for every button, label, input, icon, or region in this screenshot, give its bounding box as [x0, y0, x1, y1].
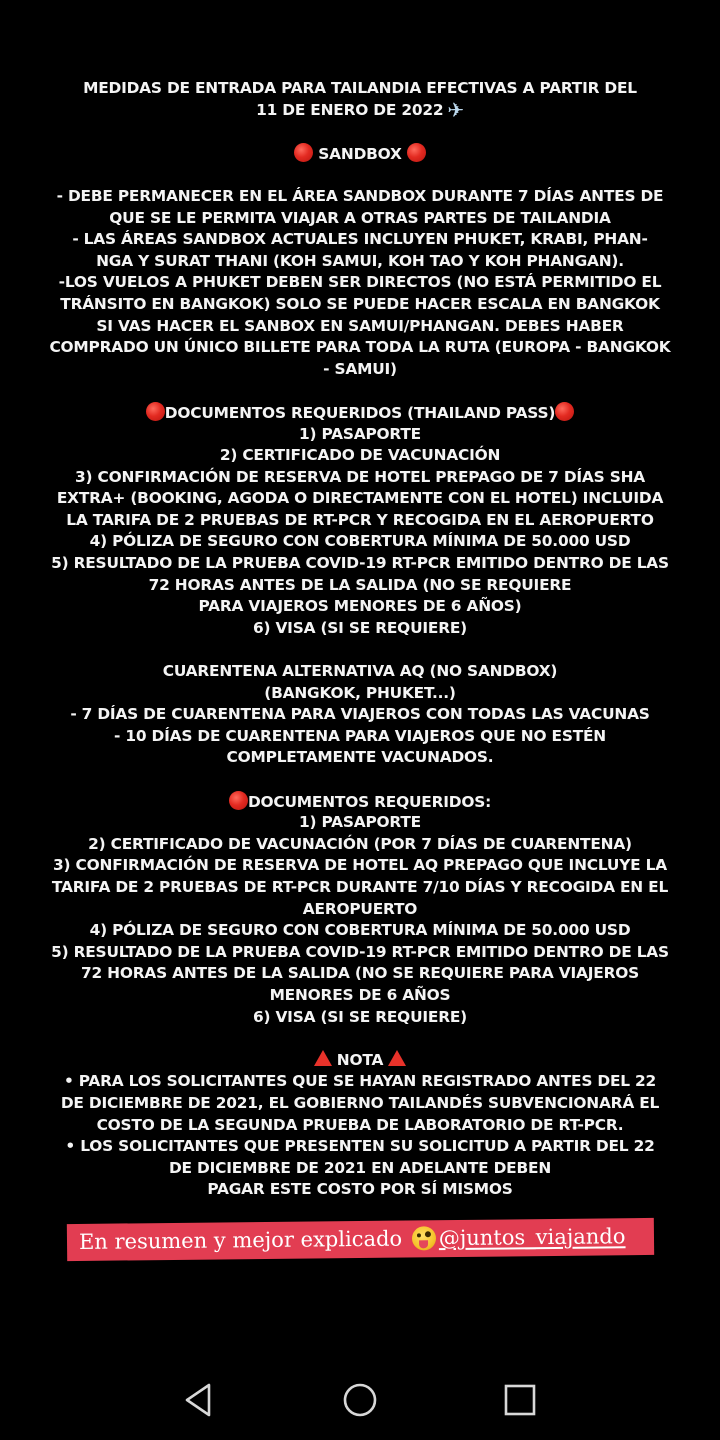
- sandbox-line: QUE SE LE PERMITA VIAJAR A OTRAS PARTES DE TAILANDIA: [109, 208, 611, 227]
- caption-text: En resumen y mejor explicado: [78, 1226, 403, 1254]
- docs1-line: 72 HORAS ANTES DE LA SALIDA (NO SE REQUIERE: [148, 575, 572, 594]
- nota-line: PAGAR ESTE COSTO POR SÍ MISMOS: [207, 1180, 513, 1199]
- story-text: [0, 78, 720, 1201]
- docs1-line: LA TARIFA DE 2 PRUEBAS DE RT-PCR Y RECOGIDA EN EL AEROPUERTO: [66, 510, 654, 529]
- docs2-line: AEROPUERTO: [302, 899, 418, 918]
- docs2-line: MENORES DE 6 AÑOS: [269, 985, 451, 1004]
- airplane-icon: ✈: [447, 97, 464, 122]
- mention-link[interactable]: @juntos_viajando: [438, 1224, 626, 1251]
- red-circle-icon: [229, 791, 248, 810]
- sandbox-line: TRÁNSITO EN BANGKOK) SOLO SE PUEDE HACER ESCALA EN BANGKOK: [60, 294, 660, 313]
- aq-line: COMPLETAMENTE VACUNADOS.: [226, 748, 494, 767]
- aq-line: - 7 DÍAS DE CUARENTENA PARA VIAJEROS CON TODAS LAS VACUNAS: [70, 705, 650, 724]
- aq-line: CUARENTENA ALTERNATIVA AQ (NO SANDBOX): [162, 662, 558, 681]
- header-line-1: MEDIDAS DE ENTRADA PARA TAILANDIA EFECTIVAS A PARTIR DEL: [83, 79, 637, 97]
- docs2-title-text: DOCUMENTOS REQUERIDOS:: [247, 792, 492, 811]
- sandbox-line: -LOS VUELOS A PHUKET DEBEN SER DIRECTOS (NO ESTÁ PERMITIDO EL: [58, 273, 662, 292]
- nota-line: • PARA LOS SOLICITANTES QUE SE HAYAN REGISTRADO ANTES DEL 22: [63, 1072, 657, 1091]
- warning-triangle-icon: [388, 1050, 406, 1066]
- sandbox-line: - LAS ÁREAS SANDBOX ACTUALES INCLUYEN PHUKET, KRABI, PHAN-: [72, 230, 648, 249]
- header-date: 11 DE ENERO DE 2022: [256, 100, 444, 119]
- docs2-title: [0, 791, 720, 813]
- docs2-line: 72 HORAS ANTES DE LA SALIDA (NO SE REQUIERE PARA VIAJEROS: [80, 964, 639, 983]
- sandbox-line: SI VAS HACER EL SANBOX EN SAMUI/PHANGAN. DEBES HABER: [96, 316, 624, 335]
- navigation-bar: [0, 1358, 720, 1440]
- header-line-2: [0, 97, 720, 122]
- home-button[interactable]: [340, 1382, 380, 1418]
- docs1-line: 4) PÓLIZA DE SEGURO CON COBERTURA MÍNIMA DE 50.000 USD: [89, 532, 631, 551]
- docs2-line: 4) PÓLIZA DE SEGURO CON COBERTURA MÍNIMA DE 50.000 USD: [89, 921, 631, 940]
- red-circle-icon: [407, 143, 426, 162]
- red-circle-icon: [146, 402, 165, 421]
- docs1-title: [0, 402, 720, 424]
- sandbox-line: - DEBE PERMANECER EN EL ÁREA SANDBOX DURANTE 7 DÍAS ANTES DE: [56, 186, 664, 205]
- nota-line: DE DICIEMBRE DE 2021 EN ADELANTE DEBEN: [168, 1158, 552, 1177]
- back-triangle-icon: [180, 1382, 220, 1418]
- nota-title-text: NOTA: [336, 1050, 384, 1069]
- docs1-line: 6) VISA (SI SE REQUIERE): [252, 618, 468, 637]
- back-button[interactable]: [180, 1382, 220, 1418]
- docs1-line: 3) CONFIRMACIÓN DE RESERVA DE HOTEL PREPAGO DE 7 DÍAS SHA: [75, 467, 645, 486]
- docs1-title-text: DOCUMENTOS REQUERIDOS (THAILAND PASS): [164, 403, 556, 422]
- sandbox-line: - SAMUI): [323, 359, 397, 378]
- docs2-line: 5) RESULTADO DE LA PRUEBA COVID-19 RT-PCR EMITIDO DENTRO DE LAS: [51, 942, 669, 961]
- home-circle-icon: [340, 1382, 380, 1418]
- docs1-line: 1) PASAPORTE: [298, 424, 421, 443]
- aq-line: - 10 DÍAS DE CUARENTENA PARA VIAJEROS QUE NO ESTÉN: [114, 726, 606, 745]
- warning-triangle-icon: [314, 1050, 332, 1066]
- nota-line: • LOS SOLICITANTES QUE PRESENTEN SU SOLICITUD A PARTIR DEL 22: [65, 1137, 655, 1156]
- docs2-line: 1) PASAPORTE: [298, 813, 421, 832]
- docs1-line: PARA VIAJEROS MENORES DE 6 AÑOS): [198, 597, 522, 616]
- aq-line: (BANGKOK, PHUKET...): [264, 683, 456, 702]
- docs2-line: 2) CERTIFICADO DE VACUNACIÓN (POR 7 DÍAS DE CUARENTENA): [88, 834, 632, 853]
- docs2-line: 3) CONFIRMACIÓN DE RESERVA DE HOTEL AQ PREPAGO QUE INCLUYE LA: [53, 856, 667, 875]
- sandbox-title-text: SANDBOX: [318, 144, 402, 163]
- winking-tongue-face-icon: [412, 1226, 436, 1250]
- docs2-line: 6) VISA (SI SE REQUIERE): [252, 1007, 468, 1026]
- nota-line: DE DICIEMBRE DE 2021, EL GOBIERNO TAILANDÉS SUBVENCIONARÁ EL: [60, 1093, 660, 1112]
- recent-apps-button[interactable]: [500, 1382, 540, 1418]
- sandbox-title: [0, 143, 720, 165]
- docs1-line: EXTRA+ (BOOKING, AGODA O DIRECTAMENTE CON EL HOTEL) INCLUIDA: [56, 489, 664, 508]
- recent-apps-square-icon: [500, 1382, 540, 1418]
- docs2-line: TARIFA DE 2 PRUEBAS DE RT-PCR DURANTE 7/10 DÍAS Y RECOGIDA EN EL: [51, 877, 669, 896]
- sandbox-line: NGA Y SURAT THANI (KOH SAMUI, KOH TAO Y KOH PHANGAN).: [96, 251, 624, 270]
- docs1-line: 2) CERTIFICADO DE VACUNACIÓN: [219, 446, 501, 465]
- red-circle-icon: [294, 143, 313, 162]
- docs1-line: 5) RESULTADO DE LA PRUEBA COVID-19 RT-PCR EMITIDO DENTRO DE LAS: [51, 554, 669, 573]
- nota-line: COSTO DE LA SEGUNDA PRUEBA DE LABORATORIO DE RT-PCR.: [96, 1115, 624, 1134]
- caption-banner: [67, 1218, 654, 1261]
- red-circle-icon: [555, 402, 574, 421]
- nota-title: [0, 1050, 720, 1072]
- sandbox-line: COMPRADO UN ÚNICO BILLETE PARA TODA LA RUTA (EUROPA - BANGKOK: [49, 338, 671, 357]
